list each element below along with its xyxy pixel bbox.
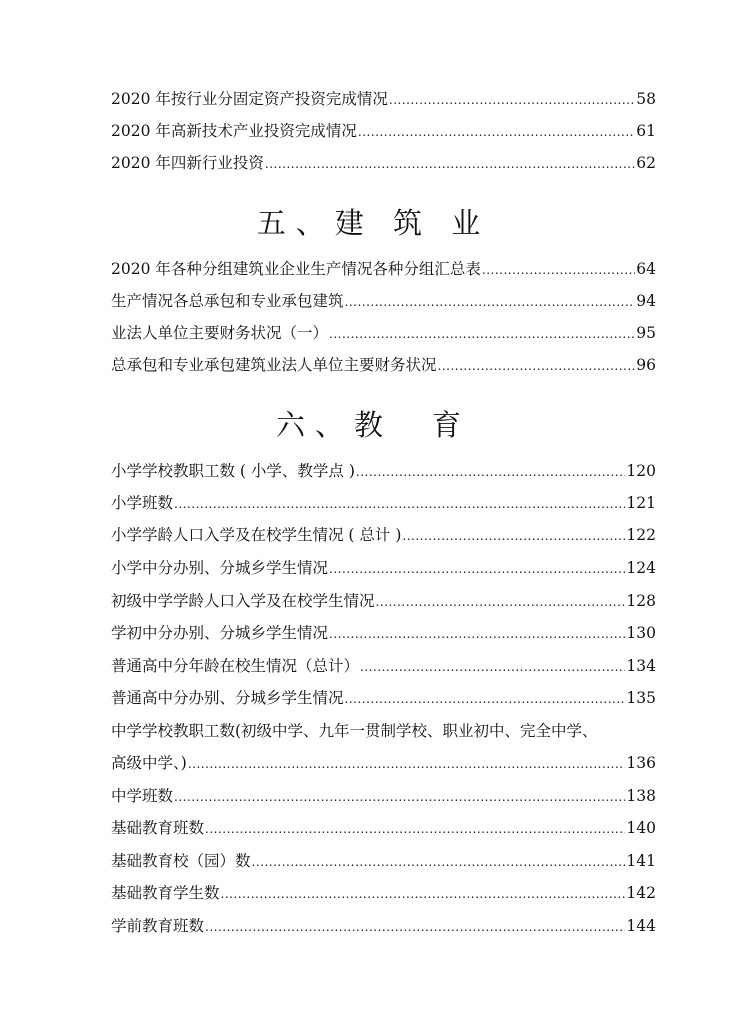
toc-entry[interactable]	[111, 522, 656, 548]
toc-entry-title: 2020 年各种分组建筑业企业生产情况各种分组汇总表	[111, 260, 481, 278]
toc-entry-page: 136	[626, 754, 656, 772]
toc-entry[interactable]	[111, 256, 656, 282]
toc-leader-dots	[356, 459, 626, 485]
toc-entry-wrapped-line1[interactable]	[111, 718, 656, 744]
toc-entry-title: 基础教育校（园）数	[111, 852, 251, 870]
toc-entry[interactable]	[111, 320, 656, 346]
toc-entry-title: 小学中分办别、分城乡学生情况	[111, 559, 329, 577]
toc-entry-title: 学初中分办别、分城乡学生情况	[111, 624, 329, 642]
toc-entry-title: 总承包和专业承包建筑业法人单位主要财务状况	[111, 356, 437, 374]
toc-entry-page: 95	[636, 324, 656, 342]
toc-entry-page: 142	[626, 884, 656, 902]
toc-entry-title: 普通高中分年龄在校生情况（总计）	[111, 657, 360, 675]
toc-entry[interactable]	[111, 848, 656, 874]
toc-leader-dots	[389, 87, 635, 113]
toc-entry[interactable]	[111, 783, 656, 809]
toc-entry-title: 小学学龄人口入学及在校学生情况 ( 总计 )	[111, 526, 402, 544]
toc-entry-title: 业法人单位主要财务状况（一）	[111, 324, 329, 342]
toc-leader-dots	[205, 914, 625, 940]
toc-entry-page: 122	[626, 526, 656, 544]
toc-entry-page: 144	[626, 917, 656, 935]
toc-leader-dots	[205, 816, 625, 842]
toc-entry[interactable]	[111, 588, 656, 614]
toc-entry-page: 61	[636, 122, 656, 140]
toc-leader-dots	[174, 491, 625, 517]
toc-entry[interactable]	[111, 352, 656, 378]
toc-entry[interactable]	[111, 880, 656, 906]
toc-entry-page: 64	[636, 260, 656, 278]
toc-entry-title: 学前教育班数	[111, 917, 205, 935]
toc-leader-dots	[360, 654, 625, 680]
toc-entry-title: 中学学校教职工数(初级中学、九年一贯制学校、职业初中、完全中学、	[111, 722, 598, 740]
toc-leader-dots	[329, 621, 625, 647]
toc-entry-page: 124	[626, 559, 656, 577]
toc-entry-page: 128	[626, 592, 656, 610]
toc-leader-dots	[252, 849, 626, 875]
toc-entry[interactable]	[111, 118, 656, 144]
section-heading-education: 六、教 育	[275, 408, 471, 442]
toc-entry[interactable]	[111, 620, 656, 646]
section-heading-construction: 五、建 筑 业	[256, 206, 491, 240]
toc-entry[interactable]	[111, 913, 656, 939]
toc-leader-dots	[358, 119, 635, 145]
toc-entry[interactable]	[111, 150, 656, 176]
toc-entry[interactable]	[111, 685, 656, 711]
toc-entry[interactable]	[111, 86, 656, 112]
toc-entry-title: 2020 年高新技术产业投资完成情况	[111, 122, 357, 140]
toc-entry-page: 130	[626, 624, 656, 642]
toc-leader-dots	[376, 589, 626, 615]
toc-entry-title: 初级中学学龄人口入学及在校学生情况	[111, 592, 375, 610]
toc-entry-title: 高级中学、)	[111, 754, 187, 772]
toc-entry-title: 小学学校教职工数 ( 小学、教学点 )	[111, 462, 355, 480]
toc-entry-title: 普通高中分办别、分城乡学生情况	[111, 689, 344, 707]
toc-entry[interactable]	[111, 815, 656, 841]
toc-leader-dots	[221, 881, 626, 907]
toc-entry[interactable]	[111, 458, 656, 484]
toc-leader-dots	[345, 289, 636, 315]
toc-leader-dots	[329, 321, 635, 347]
toc-leader-dots	[329, 556, 625, 582]
toc-entry-page: 120	[626, 462, 656, 480]
toc-leader-dots	[265, 151, 635, 177]
toc-entry-title: 小学班数	[111, 494, 174, 512]
toc-entry-title: 中学班数	[111, 787, 174, 805]
toc-leader-dots	[438, 353, 636, 379]
toc-entry-title: 2020 年按行业分固定资产投资完成情况	[111, 90, 388, 108]
toc-leader-dots	[174, 784, 625, 810]
toc-entry[interactable]	[111, 288, 656, 314]
toc-entry-page: 138	[626, 787, 656, 805]
toc-entry-page: 96	[636, 356, 656, 374]
toc-entry-title: 基础教育班数	[111, 819, 205, 837]
toc-entry-page: 140	[626, 819, 656, 837]
toc-entry[interactable]	[111, 653, 656, 679]
toc-leader-dots	[402, 523, 625, 549]
toc-entry-page: 134	[626, 657, 656, 675]
toc-entry[interactable]	[111, 555, 656, 581]
toc-entry-page: 121	[626, 494, 656, 512]
toc-entry-title: 基础教育学生数	[111, 884, 220, 902]
toc-entry[interactable]	[111, 490, 656, 516]
toc-entry-page: 141	[626, 852, 656, 870]
toc-entry-page: 58	[636, 90, 656, 108]
toc-leader-dots	[482, 257, 635, 283]
toc-entry-page: 135	[626, 689, 656, 707]
toc-entry-title: 2020 年四新行业投资	[111, 154, 264, 172]
toc-entry-page: 94	[636, 292, 656, 310]
toc-entry-wrapped-line2[interactable]	[111, 750, 656, 776]
toc-entry-page: 62	[636, 154, 656, 172]
toc-leader-dots	[188, 751, 626, 777]
toc-leader-dots	[345, 686, 626, 712]
toc-entry-title: 生产情况各总承包和专业承包建筑	[111, 292, 344, 310]
